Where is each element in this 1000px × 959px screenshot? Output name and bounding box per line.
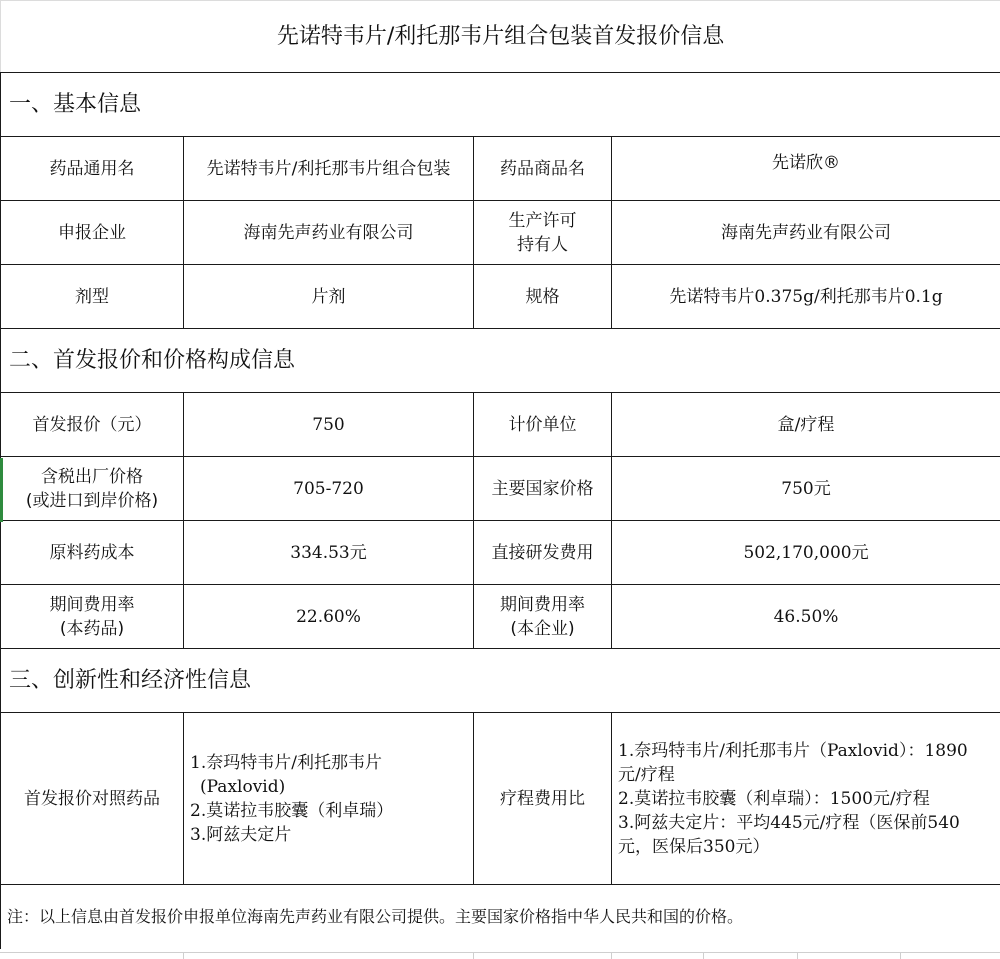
list-item: 1.奈玛特韦片/利托那韦片（Paxlovid）：1890 [618,739,996,763]
period-rate-drug-value: 22.60% [184,585,474,649]
initial-quote-value: 750 [184,393,474,457]
list-item: 3.阿兹夫定片 [190,823,469,847]
table-row [1,393,1000,457]
factory-price-label-line1: 含税出厂价格 [5,465,179,489]
generic-name-label: 药品通用名 [1,137,184,201]
table-row [1,585,1000,649]
list-item: 元，医保后350元） [618,835,996,859]
dosage-form-value: 片剂 [184,265,474,329]
period-rate-drug-label-line2: (本药品) [5,617,179,641]
cost-ratio-list [612,713,1000,885]
list-item: 2.莫诺拉韦胶囊（利卓瑞） [190,799,469,823]
pricing-unit-value: 盒/疗程 [612,393,1000,457]
factory-price-value: 705-720 [184,457,474,521]
table-row [1,713,1000,885]
section-heading-basic: 一、基本信息 [1,73,1000,137]
trade-name-label: 药品商品名 [474,137,612,201]
reference-drugs-list [184,713,474,885]
list-item: 3.阿兹夫定片：平均445元/疗程（医保前540 [618,811,996,835]
raw-material-cost-value: 334.53元 [184,521,474,585]
holder-label-line1: 生产许可 [478,209,607,233]
rd-cost-label: 直接研发费用 [474,521,612,585]
dosage-form-label: 剂型 [1,265,184,329]
table-row [1,457,1000,521]
raw-material-cost-label: 原料药成本 [1,521,184,585]
applicant-label: 申报企业 [1,201,184,265]
table-row [1,137,1000,201]
section-row-price [1,329,1000,393]
period-rate-company-label-line2: (本企业) [478,617,607,641]
spec-value: 先诺特韦片0.375g/利托那韦片0.1g [612,265,1000,329]
table-row [1,265,1000,329]
period-rate-drug-label-line1: 期间费用率 [5,593,179,617]
holder-value: 海南先声药业有限公司 [612,201,1000,265]
table-row [1,521,1000,585]
list-item: (Paxlovid) [190,775,469,799]
factory-price-label-line2: (或进口到岸价格) [5,489,179,513]
period-rate-drug-label [1,585,184,649]
applicant-value: 海南先声药业有限公司 [184,201,474,265]
section-heading-innovation: 三、创新性和经济性信息 [1,649,1000,713]
page-title: 先诺特韦片/利托那韦片组合包装首发报价信息 [1,1,1000,73]
note-row [1,885,1000,949]
holder-label-line2: 持有人 [478,233,607,257]
holder-label [474,201,612,265]
section-row-innovation [1,649,1000,713]
period-rate-company-value: 46.50% [612,585,1000,649]
period-rate-company-label [474,585,612,649]
section-heading-price: 二、首发报价和价格构成信息 [1,329,1000,393]
reference-drugs-label: 首发报价对照药品 [1,713,184,885]
main-country-price-value: 750元 [612,457,1000,521]
main-country-price-label: 主要国家价格 [474,457,612,521]
spec-label: 规格 [474,265,612,329]
table-row [1,201,1000,265]
factory-price-label [1,457,184,521]
list-item: 2.莫诺拉韦胶囊（利卓瑞）：1500元/疗程 [618,787,996,811]
title-row [1,1,1000,73]
rd-cost-value: 502,170,000元 [612,521,1000,585]
initial-quote-label: 首发报价（元） [1,393,184,457]
trade-name-value: 先诺欣® [612,137,1000,201]
period-rate-company-label-line1: 期间费用率 [478,593,607,617]
selected-cell-marker [0,458,3,522]
pricing-unit-label: 计价单位 [474,393,612,457]
generic-name-value: 先诺特韦片/利托那韦片组合包装 [184,137,474,201]
list-item: 元/疗程 [618,763,996,787]
section-row-basic [1,73,1000,137]
list-item: 1.奈玛特韦片/利托那韦片 [190,751,469,775]
cost-ratio-label: 疗程费用比 [474,713,612,885]
footnote: 注：以上信息由首发报价申报单位海南先声药业有限公司提供。主要国家价格指中华人民共和国的价格。 [1,885,1000,949]
